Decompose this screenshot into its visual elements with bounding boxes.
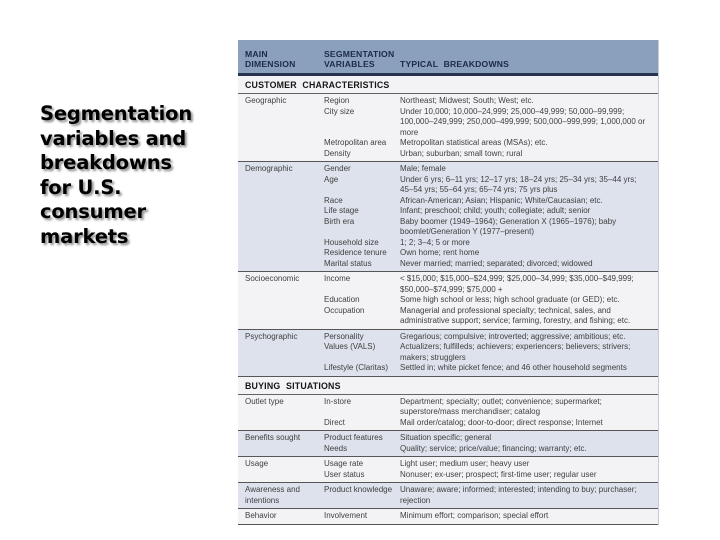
dimension-group bbox=[238, 330, 658, 377]
segmentation-variable-cell: Lifestyle (Claritas) bbox=[324, 363, 389, 372]
typical-breakdown-cell: Metropolitan statistical areas (MSAs); etc. bbox=[400, 138, 548, 147]
segmentation-variable-cell: Race bbox=[324, 195, 343, 205]
segmentation-variable-cell: Household size bbox=[324, 237, 379, 247]
typical-breakdown-cell: Situation specific; general bbox=[400, 433, 492, 442]
main-dimension-cell: Usage bbox=[245, 459, 269, 468]
main-dimension-cell: Outlet type bbox=[245, 396, 284, 406]
dimension-group bbox=[238, 483, 658, 509]
slide-title-line: for U.S. bbox=[40, 175, 122, 199]
table-header-row bbox=[238, 40, 658, 76]
dimension-group bbox=[238, 431, 658, 457]
table-body bbox=[238, 76, 658, 525]
segmentation-variable-cell: Marital status bbox=[324, 258, 372, 268]
slide-title-line: markets bbox=[40, 224, 129, 248]
segmentation-variable-cell: Usage rate bbox=[324, 459, 364, 468]
segmentation-variable-cell: Age bbox=[324, 174, 339, 184]
main-dimension-cell: Geographic bbox=[245, 96, 287, 105]
main-dimension-cell: Psychographic bbox=[245, 331, 298, 341]
segmentation-variable-cell: Needs bbox=[324, 443, 348, 453]
typical-breakdown-cell: Light user; medium user; heavy user bbox=[400, 459, 530, 468]
typical-breakdown-cell: Minimum effort; comparison; special effort bbox=[400, 511, 549, 520]
segmentation-variable-cell: Residence tenure bbox=[324, 248, 387, 257]
typical-breakdown-cell: Infant; preschool; child; youth; collegiate; adult; senior bbox=[400, 206, 591, 215]
main-dimension-cell: Behavior bbox=[245, 511, 277, 520]
typical-breakdown-cell: Managerial and professional specialty; technical, sales, and administrative support; service; farming, forestry, and fishing; etc. bbox=[400, 305, 631, 325]
main-dimension-cell: Benefits sought bbox=[245, 433, 301, 442]
slide-title-line: breakdowns bbox=[40, 151, 172, 174]
segmentation-table bbox=[238, 40, 659, 525]
segmentation-variable-cell: City size bbox=[324, 106, 355, 116]
dimension-group bbox=[238, 162, 658, 272]
dimension-group bbox=[238, 272, 658, 330]
dimension-group bbox=[238, 509, 658, 525]
segmentation-variable-cell: Birth era bbox=[324, 216, 355, 226]
segmentation-variable-cell: Values (VALS) bbox=[324, 342, 376, 351]
segmentation-variable-cell: Life stage bbox=[324, 206, 359, 215]
segmentation-variable-cell: Income bbox=[324, 274, 351, 283]
col-header-typical-breakdowns: TYPICAL BREAKDOWNS bbox=[400, 59, 510, 69]
slide-title-line: Segmentation bbox=[40, 102, 193, 125]
typical-breakdown-cell: Nonuser; ex-user; prospect; first-time user; regular user bbox=[400, 469, 597, 479]
segmentation-variable-cell: Gender bbox=[324, 164, 351, 173]
slide-title-line: consumer bbox=[40, 200, 146, 223]
typical-breakdown-cell: Actualizers; fulfilleds; achievers; experiencers; believers; strivers; makers; strugglers bbox=[400, 342, 631, 362]
typical-breakdown-cell: African-American; Asian; Hispanic; White/Caucasian; etc. bbox=[400, 195, 603, 205]
segmentation-variable-cell: Personality bbox=[324, 331, 364, 341]
segmentation-variable-cell: Occupation bbox=[324, 305, 365, 315]
typical-breakdown-cell: Settled in; white picket fence; and 46 other household segments bbox=[400, 363, 627, 372]
typical-breakdown-cell: Under 6 yrs; 6–11 yrs; 12–17 yrs; 18–24 yrs; 25–34 yrs; 35–44 yrs; 45–54 yrs; 55–64 yrs; 65–74 yrs; 75 yrs plus bbox=[400, 174, 637, 194]
typical-breakdown-cell: < $15,000; $15,000–$24,999; $25,000–34,999; $35,000–$49,999; $50,000–$74,999; $75,000 + bbox=[400, 274, 634, 294]
segmentation-variable-cell: Direct bbox=[324, 417, 345, 427]
typical-breakdown-cell: Unaware; aware; informed; interested; intending to buy; purchaser; rejection bbox=[400, 485, 637, 505]
main-dimension-cell: Socioeconomic bbox=[245, 274, 300, 283]
segmentation-variable-cell: Product knowledge bbox=[324, 485, 393, 494]
col-header-segmentation-variables: SEGMENTATION VARIABLES bbox=[324, 49, 395, 69]
main-dimension-cell: Awareness and intentions bbox=[245, 485, 300, 505]
segmentation-variable-cell: Education bbox=[324, 295, 360, 304]
typical-breakdown-cell: Own home; rent home bbox=[400, 248, 480, 257]
segmentation-variable-cell: Product features bbox=[324, 433, 383, 442]
segmentation-variable-cell: User status bbox=[324, 469, 365, 479]
dimension-group bbox=[238, 94, 658, 162]
typical-breakdown-cell: Quality; service; price/value; financing; warranty; etc. bbox=[400, 443, 587, 453]
segmentation-variable-cell: In-store bbox=[324, 396, 352, 406]
dimension-group bbox=[238, 395, 658, 432]
typical-breakdown-cell: Gregarious; compulsive; introverted; aggressive; ambitious; etc. bbox=[400, 331, 626, 341]
typical-breakdown-cell: Department; specialty; outlet; convenience; supermarket; superstore/mass merchandiser; catalog bbox=[400, 396, 602, 416]
typical-breakdown-cell: Under 10,000; 10,000–24,999; 25,000–49,999; 50,000–99,999; 100,000–249,999; 250,000–499,999; 500,000–999,999; 1,000,000 or more bbox=[400, 106, 646, 137]
typical-breakdown-cell: 1; 2; 3–4; 5 or more bbox=[400, 237, 470, 247]
slide-title-line: variables and bbox=[40, 126, 186, 150]
segmentation-variable-cell: Density bbox=[324, 148, 351, 158]
typical-breakdown-cell: Mail order/catalog; door-to-door; direct response; Internet bbox=[400, 417, 603, 427]
section-header: BUYING SITUATIONS bbox=[238, 377, 658, 395]
typical-breakdown-cell: Some high school or less; high school graduate (or GED); etc. bbox=[400, 295, 620, 304]
segmentation-variable-cell: Involvement bbox=[324, 511, 368, 520]
section-header: CUSTOMER CHARACTERISTICS bbox=[238, 76, 658, 94]
col-header-main-dimension: MAIN DIMENSION bbox=[245, 49, 296, 69]
typical-breakdown-cell: Male; female bbox=[400, 164, 446, 173]
typical-breakdown-cell: Urban; suburban; small town; rural bbox=[400, 148, 523, 158]
dimension-group bbox=[238, 457, 658, 483]
typical-breakdown-cell: Northeast; Midwest; South; West; etc. bbox=[400, 96, 534, 105]
segmentation-variable-cell: Region bbox=[324, 96, 350, 105]
main-dimension-cell: Demographic bbox=[245, 164, 293, 173]
typical-breakdown-cell: Baby boomer (1949–1964); Generation X (1965–1976); baby boomlet/Generation Y (1977–present) bbox=[400, 216, 617, 236]
slide-title bbox=[40, 102, 230, 249]
segmentation-variable-cell: Metropolitan area bbox=[324, 138, 387, 147]
typical-breakdown-cell: Never married; married; separated; divorced; widowed bbox=[400, 258, 593, 268]
